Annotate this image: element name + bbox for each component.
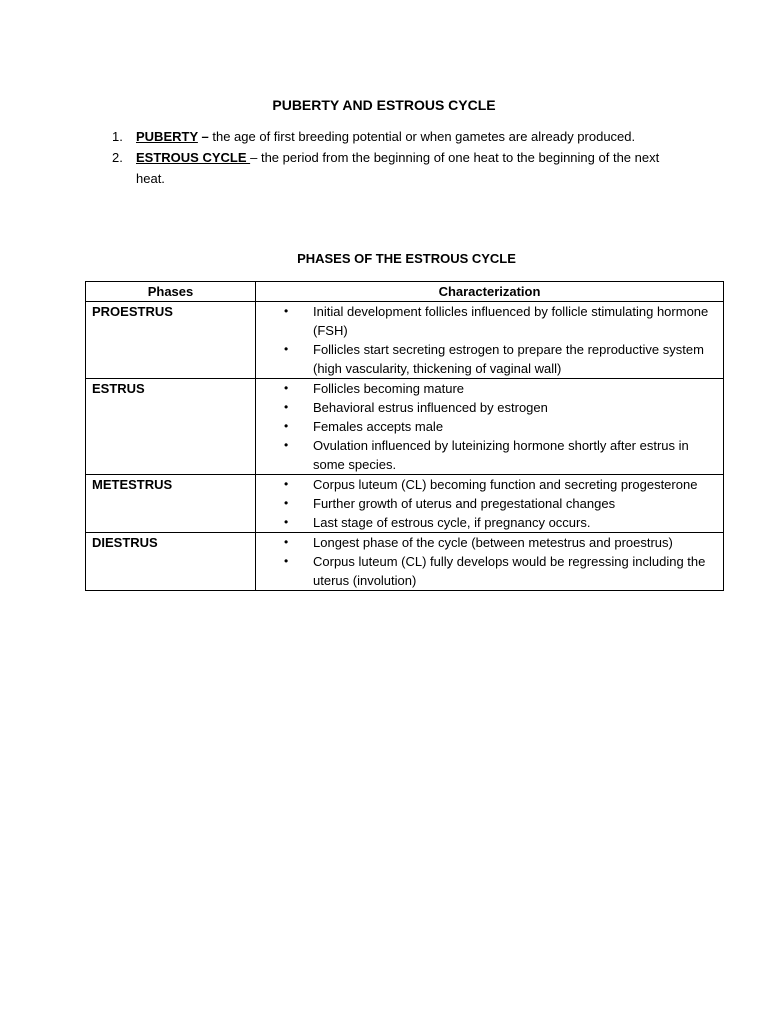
- characterization-list: [262, 379, 717, 474]
- characterization-text: Ovulation influenced by luteinizing hormone shortly after estrus in some species.: [313, 438, 689, 472]
- phase-name-cell: PROESTRUS: [86, 302, 256, 379]
- definition-text: the age of first breeding potential or when gametes are already produced.: [212, 129, 636, 144]
- definition-list: [112, 126, 672, 189]
- bullet-icon: •: [284, 496, 289, 510]
- list-item: [284, 340, 717, 378]
- list-item: [284, 533, 717, 552]
- table-row: [86, 475, 724, 533]
- bullet-icon: •: [284, 554, 289, 568]
- characterization-text: Longest phase of the cycle (between metestrus and proestrus): [313, 535, 673, 550]
- list-item: [284, 513, 717, 532]
- characterization-text: Behavioral estrus influenced by estrogen: [313, 400, 548, 415]
- table-header-row: [86, 282, 724, 302]
- list-item: [284, 398, 717, 417]
- bullet-icon: •: [284, 342, 289, 356]
- list-item: [284, 436, 717, 474]
- list-item: [284, 552, 717, 590]
- characterization-cell: [256, 379, 724, 475]
- column-header-phases: Phases: [86, 282, 256, 302]
- bullet-icon: •: [284, 535, 289, 549]
- bullet-icon: •: [284, 477, 289, 491]
- characterization-text: Initial development follicles influenced by follicle stimulating hormone (FSH): [313, 304, 709, 338]
- characterization-list: [262, 475, 717, 532]
- definition-number: 1.: [112, 129, 123, 144]
- phase-name-cell: DIESTRUS: [86, 533, 256, 591]
- table-row: [86, 302, 724, 379]
- table-row: [86, 533, 724, 591]
- characterization-text: Females accepts male: [313, 419, 444, 434]
- definition-separator: –: [197, 129, 213, 144]
- bullet-icon: •: [284, 515, 289, 529]
- characterization-text: Follicles becoming mature: [313, 381, 465, 396]
- phases-table: [85, 281, 724, 591]
- characterization-text: Corpus luteum (CL) fully develops would be regressing including the uterus (involution): [313, 554, 706, 588]
- definition-term: PUBERTY: [136, 129, 198, 144]
- characterization-cell: [256, 302, 724, 379]
- characterization-text: Last stage of estrous cycle, if pregnancy occurs.: [313, 515, 591, 530]
- characterization-list: [262, 533, 717, 590]
- list-item: [284, 494, 717, 513]
- list-item: [284, 379, 717, 398]
- bullet-icon: •: [284, 381, 289, 395]
- column-header-characterization: Characterization: [256, 282, 724, 302]
- characterization-text: Further growth of uterus and pregestational changes: [313, 496, 616, 511]
- list-item: [284, 417, 717, 436]
- characterization-list: [262, 302, 717, 378]
- definition-item-puberty: [112, 126, 672, 147]
- list-item: [284, 475, 717, 494]
- definition-separator: –: [250, 150, 261, 165]
- characterization-text: Follicles start secreting estrogen to prepare the reproductive system (high vascularity, thickening of vaginal wall): [313, 342, 704, 376]
- section-title: PHASES OF THE ESTROUS CYCLE: [297, 251, 516, 266]
- characterization-cell: [256, 475, 724, 533]
- list-item: [284, 302, 717, 340]
- phase-name-cell: METESTRUS: [86, 475, 256, 533]
- bullet-icon: •: [284, 438, 289, 452]
- definition-item-estrous-cycle: [112, 147, 672, 189]
- bullet-icon: •: [284, 400, 289, 414]
- phase-name-cell: ESTRUS: [86, 379, 256, 475]
- definition-number: 2.: [112, 150, 123, 165]
- definition-term: ESTROUS CYCLE: [136, 150, 251, 165]
- characterization-cell: [256, 533, 724, 591]
- characterization-text: Corpus luteum (CL) becoming function and secreting progesterone: [313, 477, 698, 492]
- bullet-icon: •: [284, 419, 289, 433]
- document-title: PUBERTY AND ESTROUS CYCLE: [272, 97, 496, 113]
- table-row: [86, 379, 724, 475]
- definition-text: the period from the beginning of one heat to the beginning of the next heat.: [136, 150, 660, 186]
- bullet-icon: •: [284, 304, 289, 318]
